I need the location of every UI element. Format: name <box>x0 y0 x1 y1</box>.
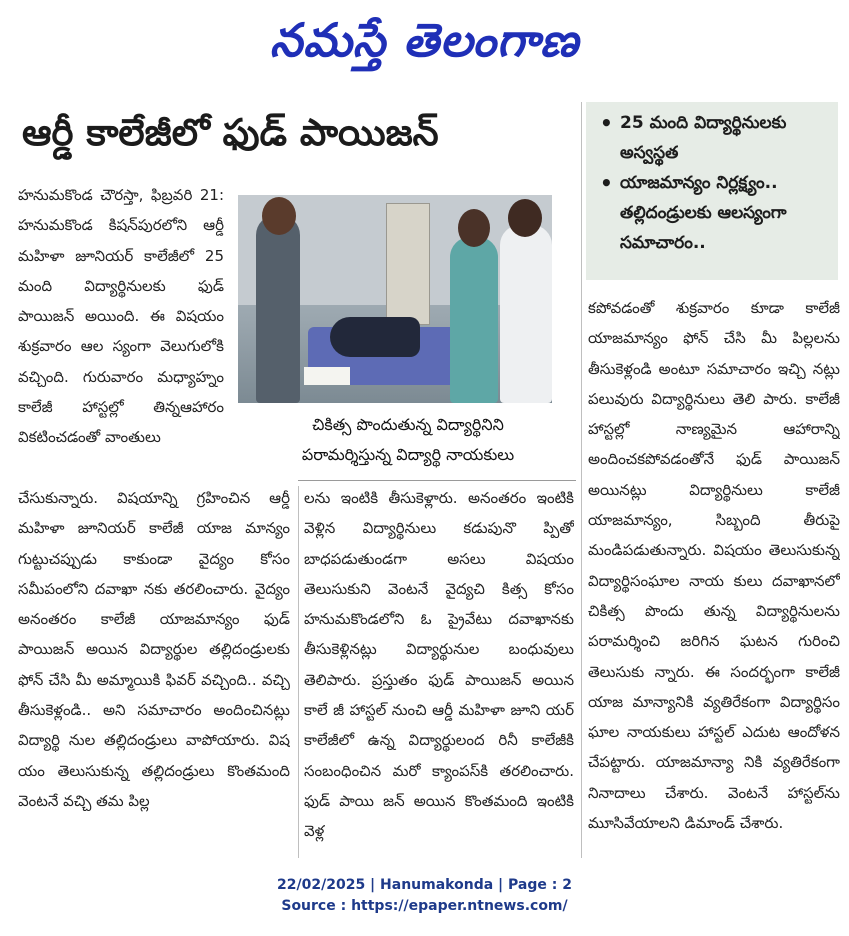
article-column-3 <box>588 293 840 865</box>
column-divider <box>298 486 299 858</box>
caption-divider <box>298 480 576 481</box>
caption-line: చికిత్స పొందుతున్న విద్యార్థినిని <box>312 415 504 434</box>
article-text: హనుమకొండ చౌరస్తా, ఫిబ్రవరి 21: హనుమకొండ కిషన్‌పురలోని ఆర్డీ మహిళా జూనియర్ కాలేజీలో 25 మంది విద్యార్థినులకు ఫుడ్ పాయిజన్ అయింది. ఈ విషయం శుక్రవారం ఆల స్యంగా వెలుగులోకి వచ్చింది. గురువారం మధ్యాహ్నం కాలేజీ హాస్టల్లో తిన్నఆహారం వికటించడంతో వాంతులు <box>18 186 224 447</box>
article-text: లను ఇంటికి తీసుకెళ్లారు. అనంతరం ఇంటికి వెళ్లిన విద్యార్థినులు కడుపునొ ప్పితో బాధపడుతుండగా అసలు విషయం తెలుసుకుని వెంటనే వైద్యచి కిత్స కోసం హనుమకొండలోని ఓ ప్రైవేటు దవాఖానకు తీసుకెళ్లినట్లు విద్యార్థునుల బంధువులు తెలిపారు. ప్రస్తుతం ఫుడ్ పాయిజన్ అయిన కాలే జీ హాస్టల్ నుంచి ఆర్డీ మహిళా జూని యర్ కాలేజీలో ఉన్న విద్యార్థులంద రినీ కాలేజీకి సంబంధించిన మరో క్యాంపస్‌కి తరలించారు. ఫుడ్ పాయి జన్ అయిన కొంతమంది ఇంటికి వెళ్ల <box>304 489 574 841</box>
caption-line: పరామర్శిస్తున్న విద్యార్థి నాయకులు <box>301 445 515 464</box>
highlight-point: • 25 మంది విద్యార్థినులకు అస్వస్థత <box>598 108 828 168</box>
article-column-1-top <box>18 180 224 490</box>
column-divider <box>581 102 582 858</box>
highlights-box <box>586 102 838 280</box>
highlight-point: • యాజమాన్యం నిర్లక్ష్యం.. తల్లిదండ్రులకు ఆలస్యంగా సమాచారం.. <box>598 168 828 258</box>
footer-source-link[interactable]: Source : https://epaper.ntnews.com/ <box>281 898 568 914</box>
masthead-logo: నమస్తే తెలంగాణ <box>269 13 580 67</box>
article-text: చేసుకున్నారు. విషయాన్ని గ్రహించిన ఆర్డీ మహిళా జూనియర్ కాలేజీ యాజ మాన్యం గుట్టుచప్పుడు కాకుండా వైద్యం కోసం సమీపంలోని దవాఖా నకు తరలించారు. వైద్యం అనంతరం కాలేజీ యాజమాన్యం ఫుడ్ పాయిజన్ అయిన విద్యార్థుల తల్లిదండ్రులకు ఫోన్ చేసి మీ అమ్మాయికి ఫివర్ వచ్చింది.. వచ్చి తీసుకెళ్లండి.. అని సమాచారం అందించినట్లు విద్యార్థి నుల తల్లిదండ్రులు వాపోయారు. విష యం తెలుసుకున్న తల్లిదండ్రులు కొంతమంది వెంటనే వచ్చి తమ పిల్ల <box>18 489 290 810</box>
article-headline: ఆర్డీ కాలేజీలో ఫుడ్ పాయిజన్ <box>22 111 439 154</box>
photo-caption <box>238 410 578 474</box>
article-text: కపోవడంతో శుక్రవారం కూడా కాలేజీ యాజమాన్యం ఫోన్ చేసి మీ పిల్లలను తీసుకెళ్లండి అంటూ సమాచారం ఇచ్చి నట్లు పలువురు విద్యార్థినులు తెలి పారు. కాలేజీ హాస్టల్లో నాణ్యమైన ఆహారాన్ని అందించకపోవడంతోనే ఫుడ్ పాయిజన్ అయినట్లు విద్యార్థినులు కాలేజీ యాజమాన్యం, సిబ్బంది తీరుపై మండిపడుతున్నారు. విషయం తెలుసుకున్న విద్యార్థిసంఘాల నాయ కులు దవాఖానలో చికిత్స పొందు తున్న విద్యార్థినులను పరామర్శించి జరిగిన ఘటన గురించి తెలుసుకు న్నారు. ఈ సందర్భంగా కాలేజీ యాజ మాన్యానికి వ్యతిరేకంగా విద్యార్థిసం ఘాల నాయకులు హాస్టల్ ఎదుట ఆందోళన చేపట్టారు. యాజమాన్యా నికి వ్యతిరేకంగా నినాదాలు చేశారు. వెంటనే హాస్టల్‌ను మూసివేయాలని డిమాండ్ చేశారు. <box>588 299 840 833</box>
news-photo <box>238 195 552 403</box>
article-column-1-bottom <box>18 483 290 865</box>
footer-date-location: 22/02/2025 | Hanumakonda | Page : 2 <box>277 877 572 893</box>
article-column-2 <box>304 483 574 865</box>
